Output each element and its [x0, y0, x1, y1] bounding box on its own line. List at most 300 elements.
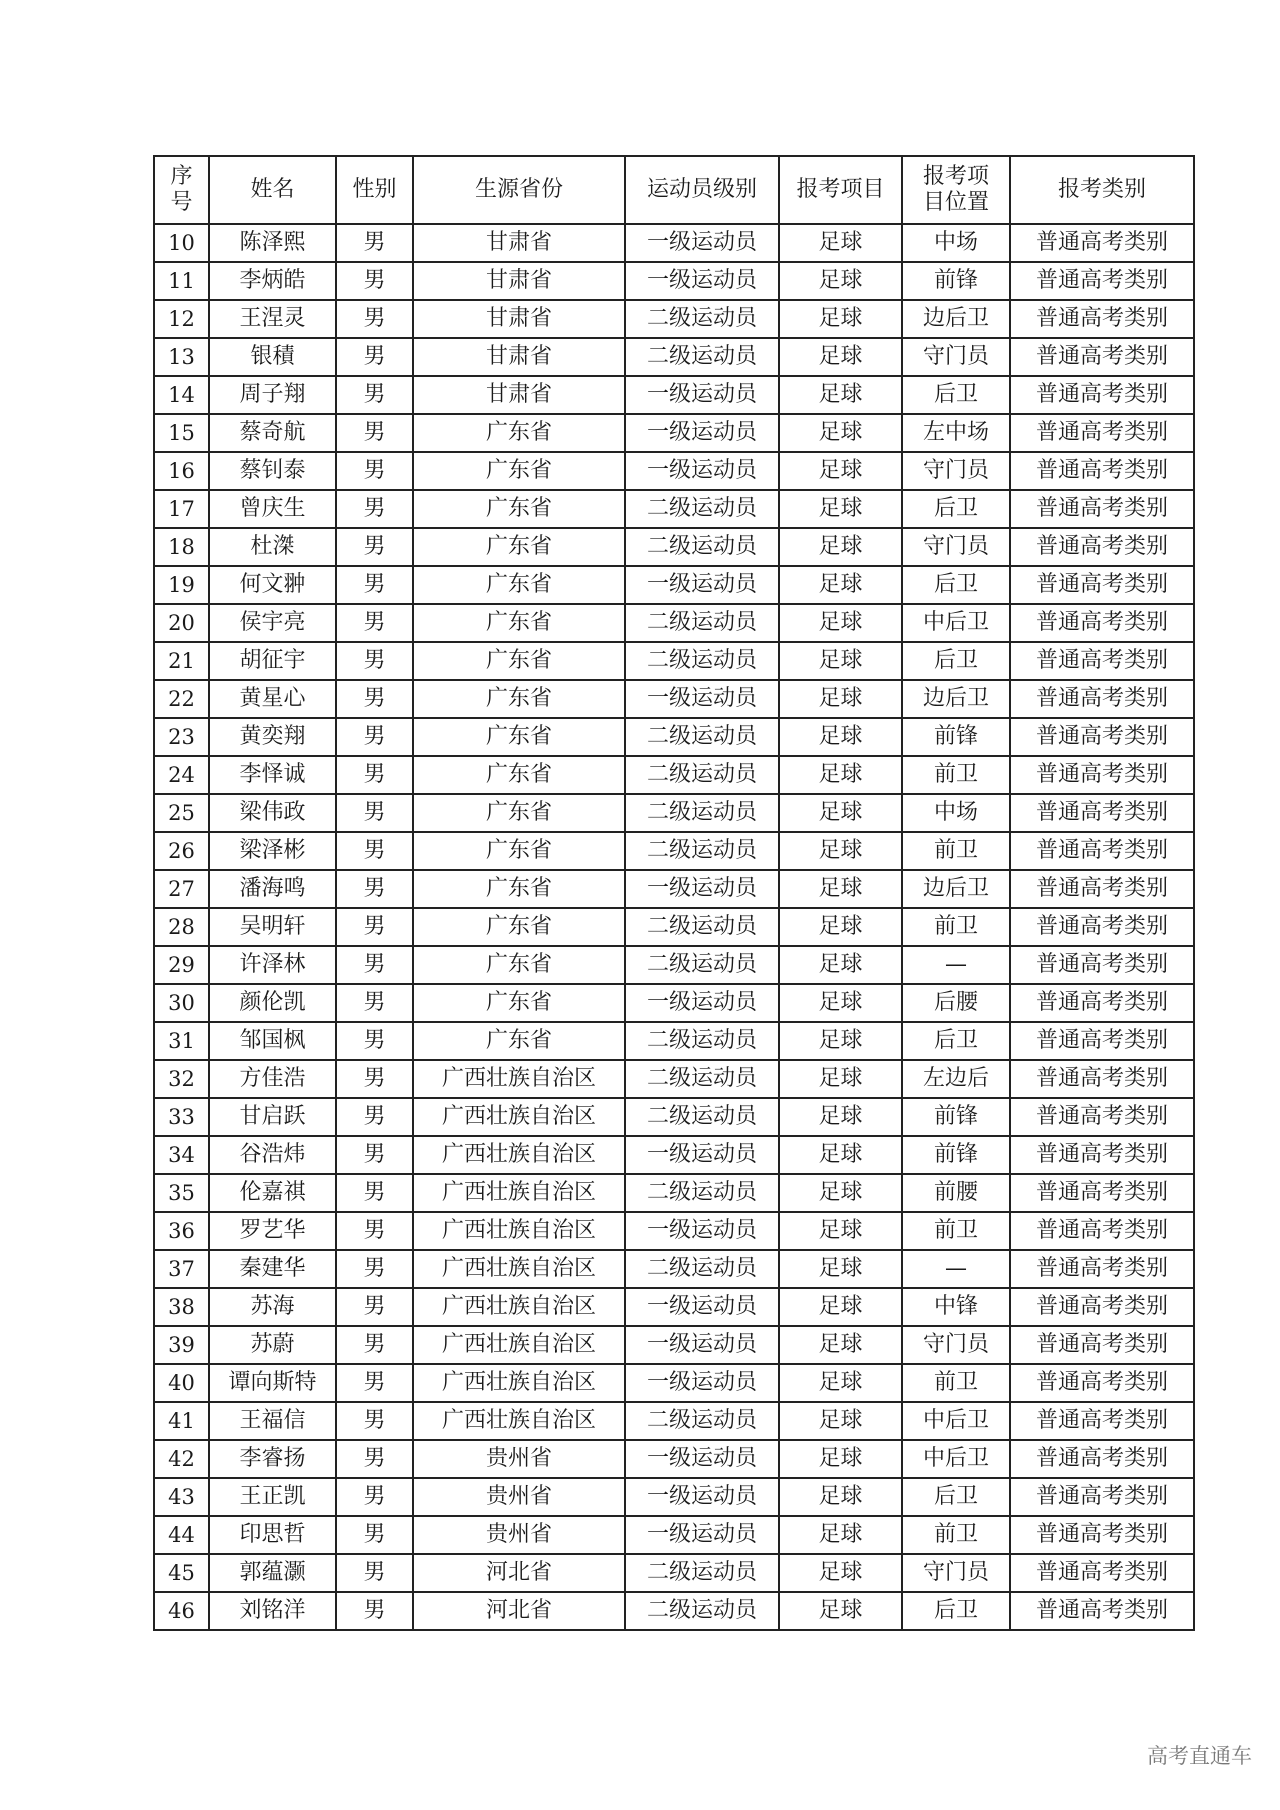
cell-sport: 足球	[779, 490, 902, 528]
cell-province: 广东省	[413, 414, 625, 452]
cell-province: 广东省	[413, 794, 625, 832]
cell-sport: 足球	[779, 870, 902, 908]
cell-province: 广西壮族自治区	[413, 1288, 625, 1326]
cell-position: 前锋	[902, 1136, 1010, 1174]
cell-sport: 足球	[779, 1592, 902, 1630]
cell-category: 普通高考类别	[1010, 566, 1194, 604]
cell-gender: 男	[336, 870, 413, 908]
cell-province: 广东省	[413, 946, 625, 984]
cell-category: 普通高考类别	[1010, 1174, 1194, 1212]
cell-athlete-level: 一级运动员	[625, 1136, 779, 1174]
cell-position: 中场	[902, 794, 1010, 832]
column-header-index: 序 号	[154, 156, 209, 224]
cell-athlete-level: 一级运动员	[625, 1440, 779, 1478]
cell-position: 边后卫	[902, 870, 1010, 908]
cell-gender: 男	[336, 1136, 413, 1174]
cell-index: 35	[154, 1174, 209, 1212]
table-row	[154, 718, 1194, 756]
cell-gender: 男	[336, 1326, 413, 1364]
cell-province: 广东省	[413, 832, 625, 870]
cell-index: 34	[154, 1136, 209, 1174]
table-row	[154, 1440, 1194, 1478]
cell-name: 何文翀	[209, 566, 336, 604]
cell-category: 普通高考类别	[1010, 1364, 1194, 1402]
cell-athlete-level: 二级运动员	[625, 1592, 779, 1630]
cell-gender: 男	[336, 490, 413, 528]
cell-position: 边后卫	[902, 680, 1010, 718]
cell-province: 广西壮族自治区	[413, 1402, 625, 1440]
cell-position: 中后卫	[902, 1440, 1010, 1478]
cell-position: 前锋	[902, 718, 1010, 756]
cell-athlete-level: 二级运动员	[625, 1554, 779, 1592]
table-row	[154, 376, 1194, 414]
cell-name: 黄奕翔	[209, 718, 336, 756]
cell-athlete-level: 一级运动员	[625, 1478, 779, 1516]
cell-name: 李睿扬	[209, 1440, 336, 1478]
cell-name: 苏蔚	[209, 1326, 336, 1364]
cell-category: 普通高考类别	[1010, 262, 1194, 300]
table-row	[154, 300, 1194, 338]
table-row	[154, 1288, 1194, 1326]
cell-position: 前卫	[902, 1516, 1010, 1554]
cell-index: 28	[154, 908, 209, 946]
cell-gender: 男	[336, 528, 413, 566]
cell-category: 普通高考类别	[1010, 946, 1194, 984]
cell-sport: 足球	[779, 1022, 902, 1060]
cell-gender: 男	[336, 1516, 413, 1554]
cell-province: 广东省	[413, 604, 625, 642]
cell-index: 17	[154, 490, 209, 528]
table-row	[154, 756, 1194, 794]
column-header-athlete-level: 运动员级别	[625, 156, 779, 224]
cell-index: 23	[154, 718, 209, 756]
cell-index: 26	[154, 832, 209, 870]
cell-position: 前卫	[902, 1364, 1010, 1402]
cell-province: 广西壮族自治区	[413, 1212, 625, 1250]
cell-position: —	[902, 946, 1010, 984]
cell-category: 普通高考类别	[1010, 870, 1194, 908]
cell-sport: 足球	[779, 984, 902, 1022]
table-header-row	[154, 156, 1194, 224]
cell-category: 普通高考类别	[1010, 338, 1194, 376]
cell-gender: 男	[336, 262, 413, 300]
column-header-province: 生源省份	[413, 156, 625, 224]
cell-name: 梁泽彬	[209, 832, 336, 870]
table-row	[154, 1402, 1194, 1440]
cell-position: 前锋	[902, 262, 1010, 300]
cell-sport: 足球	[779, 756, 902, 794]
cell-sport: 足球	[779, 452, 902, 490]
cell-gender: 男	[336, 376, 413, 414]
cell-sport: 足球	[779, 794, 902, 832]
cell-gender: 男	[336, 414, 413, 452]
cell-athlete-level: 二级运动员	[625, 1022, 779, 1060]
table-row	[154, 604, 1194, 642]
cell-name: 甘启跃	[209, 1098, 336, 1136]
table-row	[154, 224, 1194, 262]
cell-category: 普通高考类别	[1010, 376, 1194, 414]
cell-province: 广东省	[413, 870, 625, 908]
cell-name: 王正凯	[209, 1478, 336, 1516]
table-row	[154, 1174, 1194, 1212]
cell-index: 45	[154, 1554, 209, 1592]
cell-athlete-level: 二级运动员	[625, 756, 779, 794]
cell-name: 王福信	[209, 1402, 336, 1440]
cell-name: 蔡奇航	[209, 414, 336, 452]
cell-category: 普通高考类别	[1010, 604, 1194, 642]
cell-province: 广东省	[413, 1022, 625, 1060]
cell-athlete-level: 一级运动员	[625, 870, 779, 908]
cell-category: 普通高考类别	[1010, 1060, 1194, 1098]
cell-province: 甘肃省	[413, 338, 625, 376]
cell-name: 黄星心	[209, 680, 336, 718]
cell-category: 普通高考类别	[1010, 490, 1194, 528]
cell-sport: 足球	[779, 1554, 902, 1592]
cell-category: 普通高考类别	[1010, 718, 1194, 756]
cell-sport: 足球	[779, 604, 902, 642]
cell-category: 普通高考类别	[1010, 756, 1194, 794]
cell-gender: 男	[336, 680, 413, 718]
cell-sport: 足球	[779, 1060, 902, 1098]
cell-sport: 足球	[779, 1402, 902, 1440]
cell-province: 广东省	[413, 490, 625, 528]
cell-sport: 足球	[779, 1250, 902, 1288]
cell-index: 27	[154, 870, 209, 908]
cell-category: 普通高考类别	[1010, 1098, 1194, 1136]
cell-province: 广西壮族自治区	[413, 1326, 625, 1364]
cell-position: 左边后	[902, 1060, 1010, 1098]
column-header-name: 姓名	[209, 156, 336, 224]
cell-gender: 男	[336, 1592, 413, 1630]
cell-index: 19	[154, 566, 209, 604]
cell-athlete-level: 二级运动员	[625, 490, 779, 528]
cell-index: 14	[154, 376, 209, 414]
table-row	[154, 680, 1194, 718]
cell-name: 周子翔	[209, 376, 336, 414]
cell-index: 10	[154, 224, 209, 262]
cell-sport: 足球	[779, 832, 902, 870]
cell-sport: 足球	[779, 528, 902, 566]
cell-category: 普通高考类别	[1010, 1250, 1194, 1288]
cell-name: 陈泽熙	[209, 224, 336, 262]
cell-position: 守门员	[902, 338, 1010, 376]
cell-province: 广东省	[413, 528, 625, 566]
cell-index: 44	[154, 1516, 209, 1554]
cell-name: 侯宇亮	[209, 604, 336, 642]
cell-position: 前卫	[902, 756, 1010, 794]
table-row	[154, 946, 1194, 984]
cell-category: 普通高考类别	[1010, 1136, 1194, 1174]
cell-gender: 男	[336, 1250, 413, 1288]
cell-gender: 男	[336, 452, 413, 490]
cell-name: 银積	[209, 338, 336, 376]
cell-athlete-level: 一级运动员	[625, 376, 779, 414]
cell-name: 郭蕴灏	[209, 1554, 336, 1592]
cell-category: 普通高考类别	[1010, 1402, 1194, 1440]
cell-athlete-level: 二级运动员	[625, 338, 779, 376]
table-row	[154, 1212, 1194, 1250]
cell-sport: 足球	[779, 566, 902, 604]
cell-athlete-level: 二级运动员	[625, 1402, 779, 1440]
cell-sport: 足球	[779, 1212, 902, 1250]
cell-athlete-level: 二级运动员	[625, 1250, 779, 1288]
cell-position: 左中场	[902, 414, 1010, 452]
cell-sport: 足球	[779, 224, 902, 262]
cell-province: 河北省	[413, 1554, 625, 1592]
cell-province: 广东省	[413, 452, 625, 490]
cell-position: 后卫	[902, 566, 1010, 604]
cell-athlete-level: 一级运动员	[625, 984, 779, 1022]
cell-sport: 足球	[779, 1174, 902, 1212]
cell-position: 后卫	[902, 1592, 1010, 1630]
column-header-gender: 性别	[336, 156, 413, 224]
cell-gender: 男	[336, 1364, 413, 1402]
cell-gender: 男	[336, 908, 413, 946]
cell-name: 李怿诚	[209, 756, 336, 794]
cell-category: 普通高考类别	[1010, 1022, 1194, 1060]
cell-name: 罗艺华	[209, 1212, 336, 1250]
cell-position: 守门员	[902, 1326, 1010, 1364]
cell-athlete-level: 二级运动员	[625, 946, 779, 984]
cell-sport: 足球	[779, 908, 902, 946]
table-row	[154, 1326, 1194, 1364]
athlete-table	[153, 155, 1195, 1631]
cell-gender: 男	[336, 984, 413, 1022]
cell-athlete-level: 二级运动员	[625, 1174, 779, 1212]
cell-athlete-level: 一级运动员	[625, 224, 779, 262]
cell-index: 25	[154, 794, 209, 832]
table-row	[154, 1516, 1194, 1554]
cell-athlete-level: 一级运动员	[625, 1326, 779, 1364]
cell-gender: 男	[336, 1402, 413, 1440]
cell-province: 广东省	[413, 566, 625, 604]
cell-province: 贵州省	[413, 1440, 625, 1478]
table-row	[154, 642, 1194, 680]
cell-sport: 足球	[779, 300, 902, 338]
cell-name: 许泽林	[209, 946, 336, 984]
cell-gender: 男	[336, 1212, 413, 1250]
cell-index: 24	[154, 756, 209, 794]
cell-gender: 男	[336, 756, 413, 794]
cell-sport: 足球	[779, 946, 902, 984]
cell-position: —	[902, 1250, 1010, 1288]
cell-position: 守门员	[902, 528, 1010, 566]
cell-name: 吴明轩	[209, 908, 336, 946]
cell-gender: 男	[336, 1554, 413, 1592]
table-row	[154, 338, 1194, 376]
cell-athlete-level: 一级运动员	[625, 1288, 779, 1326]
cell-index: 18	[154, 528, 209, 566]
cell-province: 甘肃省	[413, 300, 625, 338]
cell-position: 前腰	[902, 1174, 1010, 1212]
table-row	[154, 566, 1194, 604]
cell-index: 40	[154, 1364, 209, 1402]
cell-province: 贵州省	[413, 1478, 625, 1516]
cell-province: 广西壮族自治区	[413, 1136, 625, 1174]
cell-index: 41	[154, 1402, 209, 1440]
table-row	[154, 1022, 1194, 1060]
cell-province: 广东省	[413, 908, 625, 946]
cell-gender: 男	[336, 642, 413, 680]
cell-position: 前锋	[902, 1098, 1010, 1136]
cell-position: 中锋	[902, 1288, 1010, 1326]
cell-province: 广东省	[413, 680, 625, 718]
cell-sport: 足球	[779, 376, 902, 414]
cell-index: 33	[154, 1098, 209, 1136]
cell-province: 河北省	[413, 1592, 625, 1630]
cell-sport: 足球	[779, 642, 902, 680]
cell-index: 12	[154, 300, 209, 338]
cell-athlete-level: 二级运动员	[625, 528, 779, 566]
cell-sport: 足球	[779, 1098, 902, 1136]
cell-position: 后腰	[902, 984, 1010, 1022]
cell-gender: 男	[336, 1174, 413, 1212]
cell-category: 普通高考类别	[1010, 1212, 1194, 1250]
cell-name: 秦建华	[209, 1250, 336, 1288]
cell-sport: 足球	[779, 262, 902, 300]
cell-index: 16	[154, 452, 209, 490]
cell-athlete-level: 一级运动员	[625, 1212, 779, 1250]
cell-province: 广西壮族自治区	[413, 1174, 625, 1212]
cell-gender: 男	[336, 604, 413, 642]
cell-position: 前卫	[902, 832, 1010, 870]
cell-province: 甘肃省	[413, 262, 625, 300]
cell-province: 广东省	[413, 642, 625, 680]
cell-category: 普通高考类别	[1010, 1440, 1194, 1478]
cell-index: 32	[154, 1060, 209, 1098]
cell-category: 普通高考类别	[1010, 1326, 1194, 1364]
cell-gender: 男	[336, 300, 413, 338]
cell-index: 39	[154, 1326, 209, 1364]
cell-sport: 足球	[779, 1516, 902, 1554]
cell-name: 方佳浩	[209, 1060, 336, 1098]
table-row	[154, 984, 1194, 1022]
cell-province: 广东省	[413, 756, 625, 794]
cell-sport: 足球	[779, 414, 902, 452]
cell-name: 伦嘉祺	[209, 1174, 336, 1212]
cell-name: 梁伟政	[209, 794, 336, 832]
cell-gender: 男	[336, 1022, 413, 1060]
cell-category: 普通高考类别	[1010, 528, 1194, 566]
cell-position: 后卫	[902, 1022, 1010, 1060]
cell-position: 前卫	[902, 908, 1010, 946]
table-row	[154, 794, 1194, 832]
table-row	[154, 528, 1194, 566]
cell-category: 普通高考类别	[1010, 642, 1194, 680]
cell-position: 中后卫	[902, 604, 1010, 642]
cell-province: 广东省	[413, 984, 625, 1022]
cell-category: 普通高考类别	[1010, 680, 1194, 718]
cell-athlete-level: 二级运动员	[625, 642, 779, 680]
cell-position: 边后卫	[902, 300, 1010, 338]
cell-sport: 足球	[779, 1326, 902, 1364]
cell-gender: 男	[336, 794, 413, 832]
cell-name: 印思哲	[209, 1516, 336, 1554]
cell-index: 42	[154, 1440, 209, 1478]
table-row	[154, 832, 1194, 870]
table-row	[154, 1478, 1194, 1516]
cell-category: 普通高考类别	[1010, 224, 1194, 262]
cell-athlete-level: 二级运动员	[625, 1098, 779, 1136]
cell-athlete-level: 二级运动员	[625, 908, 779, 946]
cell-province: 广东省	[413, 718, 625, 756]
table-row	[154, 1060, 1194, 1098]
cell-province: 甘肃省	[413, 224, 625, 262]
column-header-sport: 报考项目	[779, 156, 902, 224]
cell-index: 36	[154, 1212, 209, 1250]
cell-index: 11	[154, 262, 209, 300]
cell-name: 谭向斯特	[209, 1364, 336, 1402]
cell-province: 广西壮族自治区	[413, 1060, 625, 1098]
cell-province: 甘肃省	[413, 376, 625, 414]
cell-sport: 足球	[779, 718, 902, 756]
cell-index: 43	[154, 1478, 209, 1516]
cell-category: 普通高考类别	[1010, 414, 1194, 452]
cell-sport: 足球	[779, 338, 902, 376]
table-row	[154, 414, 1194, 452]
cell-category: 普通高考类别	[1010, 1516, 1194, 1554]
cell-name: 胡征宇	[209, 642, 336, 680]
cell-gender: 男	[336, 1288, 413, 1326]
cell-position: 守门员	[902, 1554, 1010, 1592]
table-row	[154, 1250, 1194, 1288]
cell-position: 前卫	[902, 1212, 1010, 1250]
cell-province: 广西壮族自治区	[413, 1098, 625, 1136]
cell-position: 中场	[902, 224, 1010, 262]
cell-category: 普通高考类别	[1010, 1554, 1194, 1592]
cell-gender: 男	[336, 1440, 413, 1478]
cell-athlete-level: 二级运动员	[625, 832, 779, 870]
cell-name: 刘铭洋	[209, 1592, 336, 1630]
cell-athlete-level: 一级运动员	[625, 680, 779, 718]
table-row	[154, 1364, 1194, 1402]
cell-gender: 男	[336, 224, 413, 262]
cell-name: 曾庆生	[209, 490, 336, 528]
cell-category: 普通高考类别	[1010, 908, 1194, 946]
cell-athlete-level: 一级运动员	[625, 452, 779, 490]
cell-athlete-level: 二级运动员	[625, 794, 779, 832]
cell-sport: 足球	[779, 1440, 902, 1478]
cell-index: 22	[154, 680, 209, 718]
table-row	[154, 870, 1194, 908]
cell-gender: 男	[336, 1098, 413, 1136]
cell-index: 38	[154, 1288, 209, 1326]
cell-name: 王涅灵	[209, 300, 336, 338]
cell-position: 后卫	[902, 376, 1010, 414]
watermark: 高考直通车	[1147, 1744, 1252, 1768]
cell-gender: 男	[336, 566, 413, 604]
table-row	[154, 452, 1194, 490]
cell-category: 普通高考类别	[1010, 984, 1194, 1022]
cell-province: 广西壮族自治区	[413, 1250, 625, 1288]
cell-position: 后卫	[902, 642, 1010, 680]
table-row	[154, 262, 1194, 300]
cell-sport: 足球	[779, 1288, 902, 1326]
cell-sport: 足球	[779, 1478, 902, 1516]
cell-position: 守门员	[902, 452, 1010, 490]
table-row	[154, 1098, 1194, 1136]
cell-category: 普通高考类别	[1010, 832, 1194, 870]
table-row	[154, 1136, 1194, 1174]
cell-gender: 男	[336, 832, 413, 870]
cell-athlete-level: 二级运动员	[625, 718, 779, 756]
table-row	[154, 908, 1194, 946]
cell-athlete-level: 一级运动员	[625, 414, 779, 452]
cell-category: 普通高考类别	[1010, 794, 1194, 832]
cell-index: 20	[154, 604, 209, 642]
cell-athlete-level: 二级运动员	[625, 1060, 779, 1098]
table-row	[154, 490, 1194, 528]
